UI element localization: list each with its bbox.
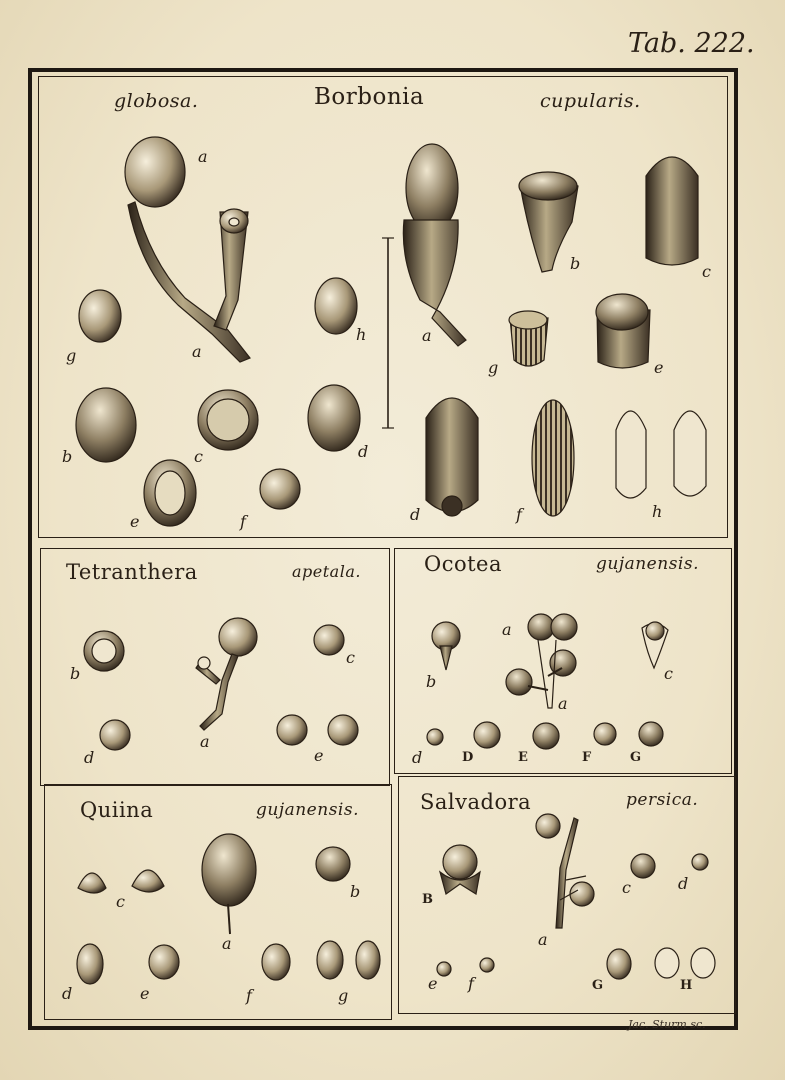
fig-label: E [518, 750, 528, 765]
fig-label: G [592, 978, 604, 993]
fig-label: a [192, 342, 202, 361]
fig-label: b [570, 254, 581, 273]
fig-label: a [198, 147, 208, 166]
fig-label: c [116, 892, 125, 911]
quiina-genus: Quiina [80, 798, 154, 822]
borbonia-genus: Borbonia [314, 84, 425, 110]
fig-label: a [558, 694, 568, 713]
fig-label: d [410, 505, 421, 524]
fig-label: f [516, 505, 522, 524]
fig-label: g [66, 346, 77, 365]
fig-label: d [358, 442, 369, 461]
fig-label: b [62, 447, 73, 466]
fig-label: e [140, 984, 150, 1003]
fig-label: b [350, 882, 361, 901]
fig-label: g [338, 986, 349, 1005]
quiina-species: gujanensis. [256, 800, 359, 820]
fig-label: f [246, 986, 252, 1005]
borbonia-left-species: globosa. [114, 90, 199, 112]
fig-label: a [422, 326, 432, 345]
fig-label: D [462, 750, 474, 765]
fig-label: G [630, 750, 642, 765]
fig-label: e [428, 974, 438, 993]
fig-label: c [664, 664, 673, 683]
fig-label: d [84, 748, 95, 767]
fig-label: e [654, 358, 664, 377]
borbonia-right-species: cupularis. [540, 90, 641, 112]
fig-label: e [130, 512, 140, 531]
tetranthera-species: apetala. [292, 562, 361, 581]
fig-label: e [314, 746, 324, 765]
ocotea-species: gujanensis. [596, 554, 699, 574]
fig-label: c [702, 262, 711, 281]
fig-label: d [678, 874, 689, 893]
fig-label: f [240, 512, 246, 531]
fig-label: d [62, 984, 73, 1003]
tetranthera-genus: Tetranthera [66, 560, 198, 584]
fig-label: F [582, 750, 592, 765]
fig-label: c [346, 648, 355, 667]
fig-label: B [422, 892, 433, 907]
salvadora-genus: Salvadora [420, 790, 532, 814]
fig-label: d [412, 748, 423, 767]
fig-label: h [652, 502, 663, 521]
fig-label: f [468, 974, 474, 993]
fig-label: a [200, 732, 210, 751]
fig-label: a [538, 930, 548, 949]
plate-number: Tab. 222. [628, 28, 755, 59]
fig-label: c [622, 878, 631, 897]
engraver-credit: Jac. Sturm sc. [628, 1018, 706, 1031]
fig-label: a [502, 620, 512, 639]
fig-label: b [70, 664, 81, 683]
fig-label: a [222, 934, 232, 953]
fig-label: g [488, 358, 499, 377]
ocotea-genus: Ocotea [424, 552, 503, 576]
fig-label: b [426, 672, 437, 691]
fig-label: h [356, 325, 367, 344]
salvadora-species: persica. [626, 790, 699, 810]
fig-label: H [680, 978, 693, 993]
fig-label: c [194, 447, 203, 466]
